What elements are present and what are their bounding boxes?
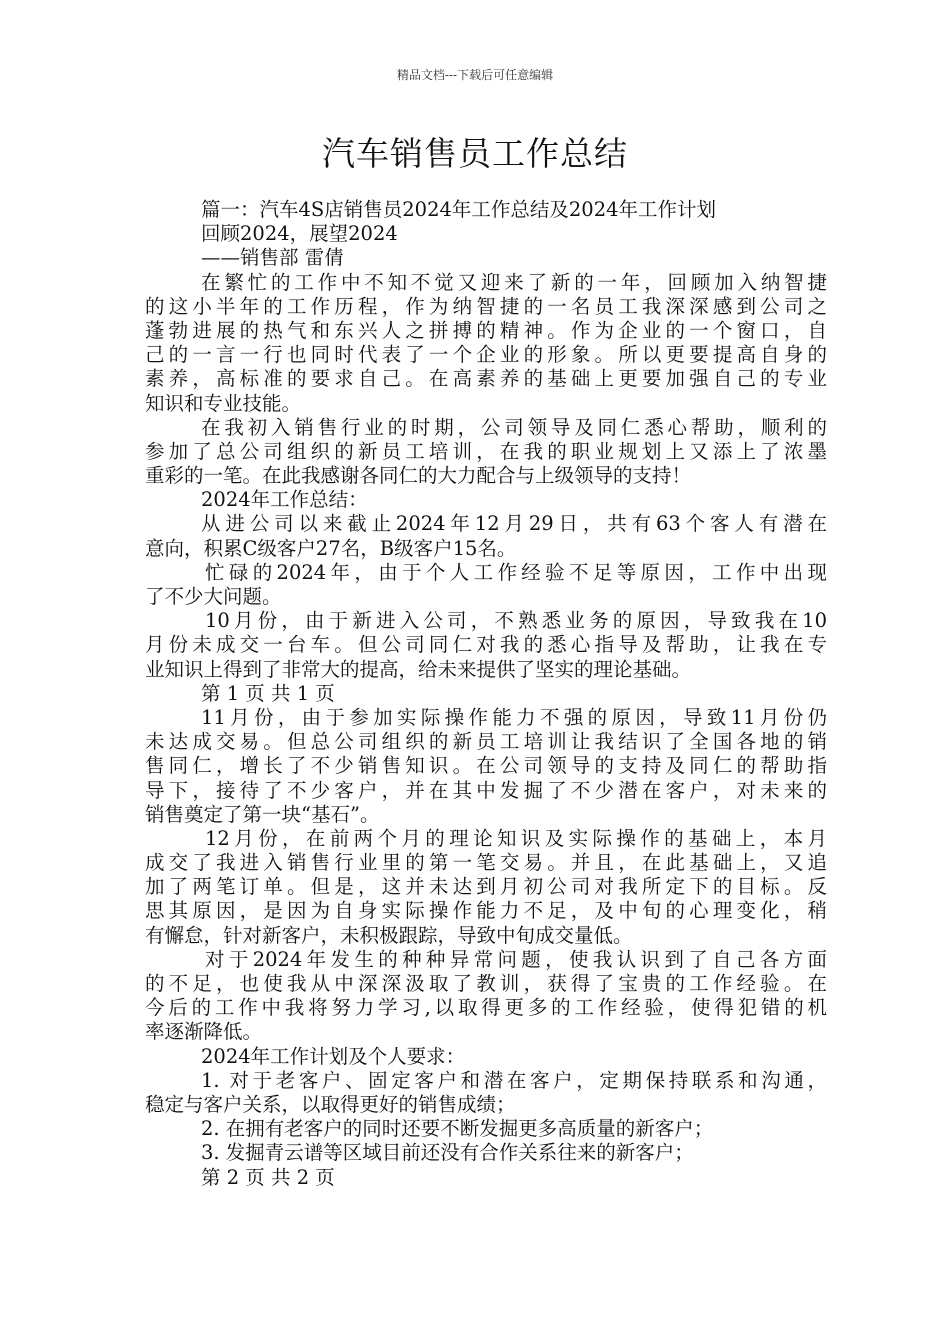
text-line: 月份未成交一台车。但公司同仁对我的悉心指导及帮助，让我在专 [145,633,827,657]
text-line: 率逐渐降低。 [145,1020,263,1044]
text-line: 篇一：汽车4S店销售员2024年工作总结及2024年工作计划 [201,198,717,221]
text-line: 2. 在拥有老客户的同时还要不断发掘更多高质量的新客户； [201,1117,714,1141]
document-title: 汽车销售员工作总结 [322,134,628,173]
text-line: 知识和专业技能。 [145,391,302,415]
text-line: 意向，积累C级客户27名，B级客户15名。 [145,536,517,560]
text-line: 对于2024年发生的种种异常问题，使我认识到了自己各方面 [205,947,827,971]
text-line: 售同仁，增长了不少销售知识。在公司领导的支持及同仁的帮助指 [145,754,827,778]
text-line: 11月份，由于参加实际操作能力不强的原因，导致11月份仍 [201,705,827,729]
text-line: 今后的工作中我将努力学习,以取得更多的工作经验，使得犯错的机 [145,996,827,1020]
text-line: 参加了总公司组织的新员工培训，在我的职业规划上又添上了浓墨 [145,439,827,463]
header-note: 精品文档---下载后可任意编辑 [396,68,554,82]
text-line: 的这小半年的工作历程，作为纳智捷的一名员工我深深感到公司之 [145,294,827,318]
text-line: 的不足，也使我从中深深汲取了教训，获得了宝贵的工作经验。在 [145,972,827,995]
document-body [145,198,827,1190]
text-line: 了不少大问题。 [145,585,282,608]
text-line: 第 1 页 共 1 页 [201,681,335,705]
text-line: ——销售部 雷倩 [201,246,344,270]
text-line: 2024年工作计划及个人要求： [201,1044,466,1068]
text-line: 在我初入销售行业的时期，公司领导及同仁悉心帮助，顺利的 [201,415,827,439]
text-line: 12月份，在前两个月的理论知识及实际操作的基础上，本月 [205,826,827,850]
text-line: 蓬勃进展的热气和东兴人之拼搏的精神。作为企业的一个窗口，自 [145,318,827,342]
text-line: 未达成交易。但总公司组织的新员工培训让我结识了全国各地的销 [145,730,827,754]
text-line: 回顾2024，展望2024 [201,222,398,246]
text-line: 己的一言一行也同时代表了一个企业的形象。所以更要提高自身的 [145,343,827,367]
text-line: 第 2 页 共 2 页 [201,1165,335,1189]
text-line: 加了两笔订单。但是，这并未达到月初公司对我所定下的目标。反 [145,875,827,899]
text-line: 稳定与客户关系，以取得更好的销售成绩； [145,1092,516,1116]
text-line: 3. 发掘青云谱等区域目前还没有合作关系往来的新客户； [201,1141,694,1165]
text-line: 销售奠定了第一块“基石”。 [145,802,380,826]
text-line: 2024年工作总结： [201,488,368,512]
text-line: 忙碌的2024年，由于个人工作经验不足等原因，工作中出现 [205,560,827,584]
text-line: 在繁忙的工作中不知不觉又迎来了新的一年，回顾加入纳智捷 [201,270,827,294]
text-line: 业知识上得到了非常大的提高，给未来提供了坚实的理论基础。 [145,657,692,681]
text-line: 从进公司以来截止2024年12月29日，共有63个客人有潜在 [201,512,827,536]
text-line: 成交了我进入销售行业里的第一笔交易。并且，在此基础上，又追 [145,851,827,875]
text-line: 思其原因，是因为自身实际操作能力不足，及中旬的心理变化，稍 [145,899,827,923]
text-line: 导下，接待了不少客户，并在其中发掘了不少潜在客户，对未来的 [145,778,827,802]
text-line: 有懈怠，针对新客户，未积极跟踪，导致中旬成交量低。 [145,923,633,947]
text-line: 1. 对于老客户、固定客户和潜在客户，定期保持联系和沟通， [201,1068,827,1092]
text-line: 素养，高标准的要求自己。在高素养的基础上更要加强自己的专业 [145,367,827,391]
text-line: 重彩的一笔。在此我感谢各同仁的大力配合与上级领导的支持！ [145,464,692,488]
text-line: 10月份，由于新进入公司，不熟悉业务的原因，导致我在10 [205,609,827,633]
